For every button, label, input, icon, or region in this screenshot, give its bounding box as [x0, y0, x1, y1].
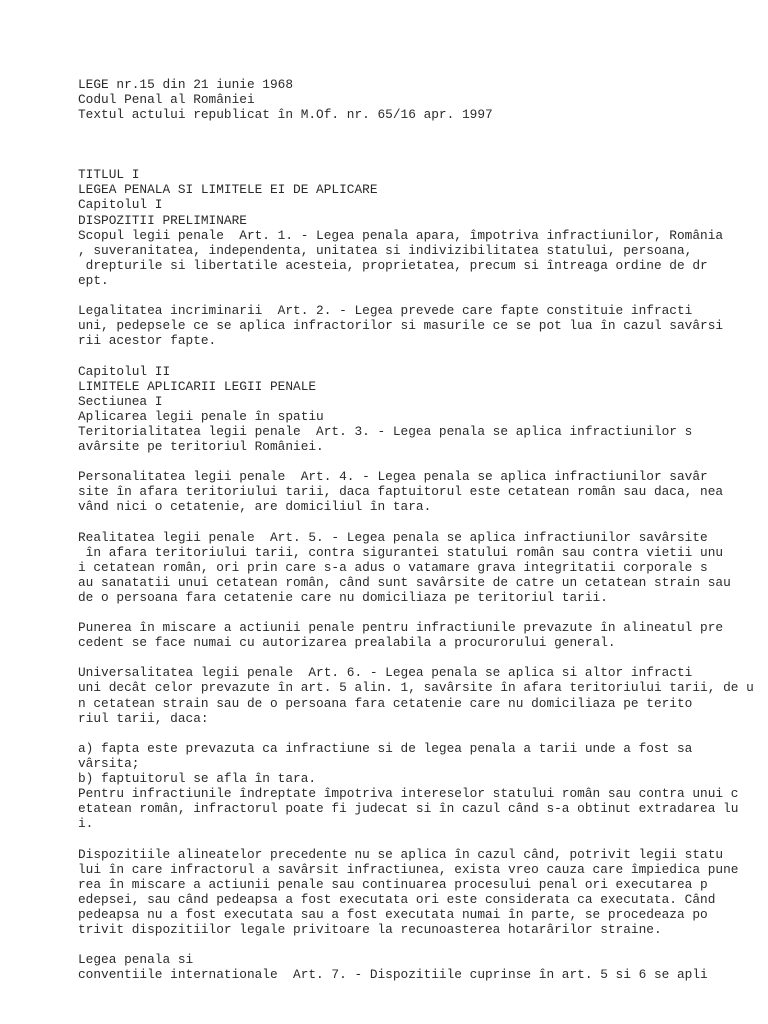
spacer [78, 514, 758, 529]
section-heading: Sectiunea I [78, 393, 163, 409]
article-7-line: conventiile internationale Art. 7. - Dispozitiile cuprinse în art. 5 si 6 se apli [78, 967, 708, 983]
article-6-final-paragraph [78, 847, 758, 938]
paragraph-line: etatean român, infractorul poate fi judecat si în cazul când s-a obtinut extradarea lu [78, 801, 739, 817]
document-page [78, 77, 758, 982]
article-5-paragraph-2 [78, 620, 758, 650]
condition-a-line: a) fapta este prevazuta ca infractiune si de legea penala a tarii unde a fost sa [78, 740, 693, 756]
paragraph-line: rea în miscare a actiunii penale sau continuarea procesului penal ori executarea p [78, 876, 708, 892]
title-name: LEGEA PENALA SI LIMITELE EI DE APLICARE [78, 182, 378, 198]
document-header [78, 77, 758, 122]
title-heading: TITLUL I [78, 167, 140, 183]
paragraph-line: lui în care infractorul a savârsit infractiunea, exista vreo cauza care împiedica pune [78, 861, 739, 877]
spacer [78, 831, 758, 846]
article-5-block [78, 530, 758, 605]
article-1-line: drepturile si libertatile acesteia, proprietatea, precum si întreaga ordine de dr [78, 257, 708, 273]
spacer [78, 726, 758, 741]
article-2-block [78, 303, 758, 348]
chapter-name: LIMITELE APLICARII LEGII PENALE [78, 378, 317, 394]
spacer [78, 454, 758, 469]
article-5-line: Realitatea legii penale Art. 5. - Legea penala se aplica infractiunilor savârsite [78, 529, 708, 545]
chapter-name: DISPOZITII PRELIMINARE [78, 212, 247, 228]
article-2-line: uni, pedepsele ce se aplica infractorilor si masurile ce se pot lua în cazul savârsi [78, 318, 724, 334]
article-6-line: uni decât celor prevazute în art. 5 alin. 1, savârsite în afara teritoriului tarii, de u [78, 680, 754, 696]
article-3-line: avârsite pe teritoriul României. [78, 438, 324, 454]
condition-b-line: b) faptuitorul se afla în tara. [78, 771, 317, 787]
article-5-line: i cetatean român, ori prin care s-a adus o vatamare grava integritatii corporale s [78, 559, 708, 575]
article-6-block [78, 665, 758, 725]
article-6-line: n cetatean strain sau de o persoana fara cetatenie care nu domiciliaza pe terito [78, 695, 693, 711]
paragraph-line: edepsei, sau când pedeapsa a fost executata ori este considerata ca executata. Când [78, 891, 716, 907]
article-3-line: Teritorialitatea legii penale Art. 3. - Legea penala se aplica infractiunilor s [78, 423, 693, 439]
chapter-ii-block [78, 364, 758, 455]
article-6-conditions [78, 741, 758, 832]
article-1-line: Scopul legii penale Art. 1. - Legea penala apara, împotriva infractiunilor, România [78, 227, 724, 243]
article-1-line: , suveranitatea, independenta, unitatea si indivizibilitatea statului, persoana, [78, 242, 693, 258]
article-4-line: site în afara teritoriului tarii, daca faptuitorul este cetatean român sau daca, nea [78, 484, 724, 500]
article-4-line: vând nici o cetatenie, are domiciliul în tara. [78, 499, 432, 515]
chapter-heading: Capitolul II [78, 363, 171, 379]
paragraph-line: pedeapsa nu a fost executata sau a fost executata numai în parte, se procedeaza po [78, 906, 708, 922]
article-4-block [78, 469, 758, 514]
spacer [78, 650, 758, 665]
spacer [78, 605, 758, 620]
spacer [78, 122, 758, 167]
paragraph-line: i. [78, 816, 94, 832]
article-6-line: riul tarii, daca: [78, 710, 209, 726]
article-4-line: Personalitatea legii penale Art. 4. - Legea penala se aplica infractiunilor savâr [78, 469, 708, 485]
republication-note: Textul actului republicat în M.Of. nr. 65/16 apr. 1997 [78, 107, 493, 123]
paragraph-line: Dispozitiile alineatelor precedente nu se aplica în cazul când, potrivit legii statu [78, 846, 724, 862]
paragraph-line: trivit dispozitiilor legale privitoare la recunoasterea hotarârilor straine. [78, 921, 662, 937]
paragraph-line: Punerea în miscare a actiunii penale pentru infractiunile prevazute în alineatul pre [78, 620, 724, 636]
title-i-block [78, 167, 758, 288]
condition-a-line: vârsita; [78, 755, 140, 771]
article-5-line: de o persoana fara cetatenie care nu domiciliaza pe teritoriul tarii. [78, 589, 608, 605]
article-5-line: în afara teritoriului tarii, contra sigurantei statului român sau contra vietii unu [78, 544, 724, 560]
code-title: Codul Penal al României [78, 92, 255, 108]
spacer [78, 937, 758, 952]
article-2-line: Legalitatea incriminarii Art. 2. - Legea prevede care fapte constituie infracti [78, 303, 693, 319]
paragraph-line: cedent se face numai cu autorizarea prealabila a procurorului general. [78, 635, 616, 651]
article-2-line: rii acestor fapte. [78, 333, 217, 349]
article-7-block [78, 952, 758, 982]
paragraph-line: Pentru infractiunile îndreptate împotriva intereselor statului român sau contra unui c [78, 786, 739, 802]
article-6-line: Universalitatea legii penale Art. 6. - Legea penala se aplica si altor infracti [78, 665, 693, 681]
law-title: LEGE nr.15 din 21 iunie 1968 [78, 77, 294, 92]
section-name: Aplicarea legii penale în spatiu [78, 408, 324, 424]
chapter-heading: Capitolul I [78, 197, 163, 213]
spacer [78, 288, 758, 303]
article-5-line: au sanatatii unui cetatean român, când sunt savârsite de catre un cetatean strain sau [78, 574, 731, 590]
spacer [78, 348, 758, 363]
article-7-line: Legea penala si [78, 952, 194, 968]
article-1-line: ept. [78, 272, 109, 288]
